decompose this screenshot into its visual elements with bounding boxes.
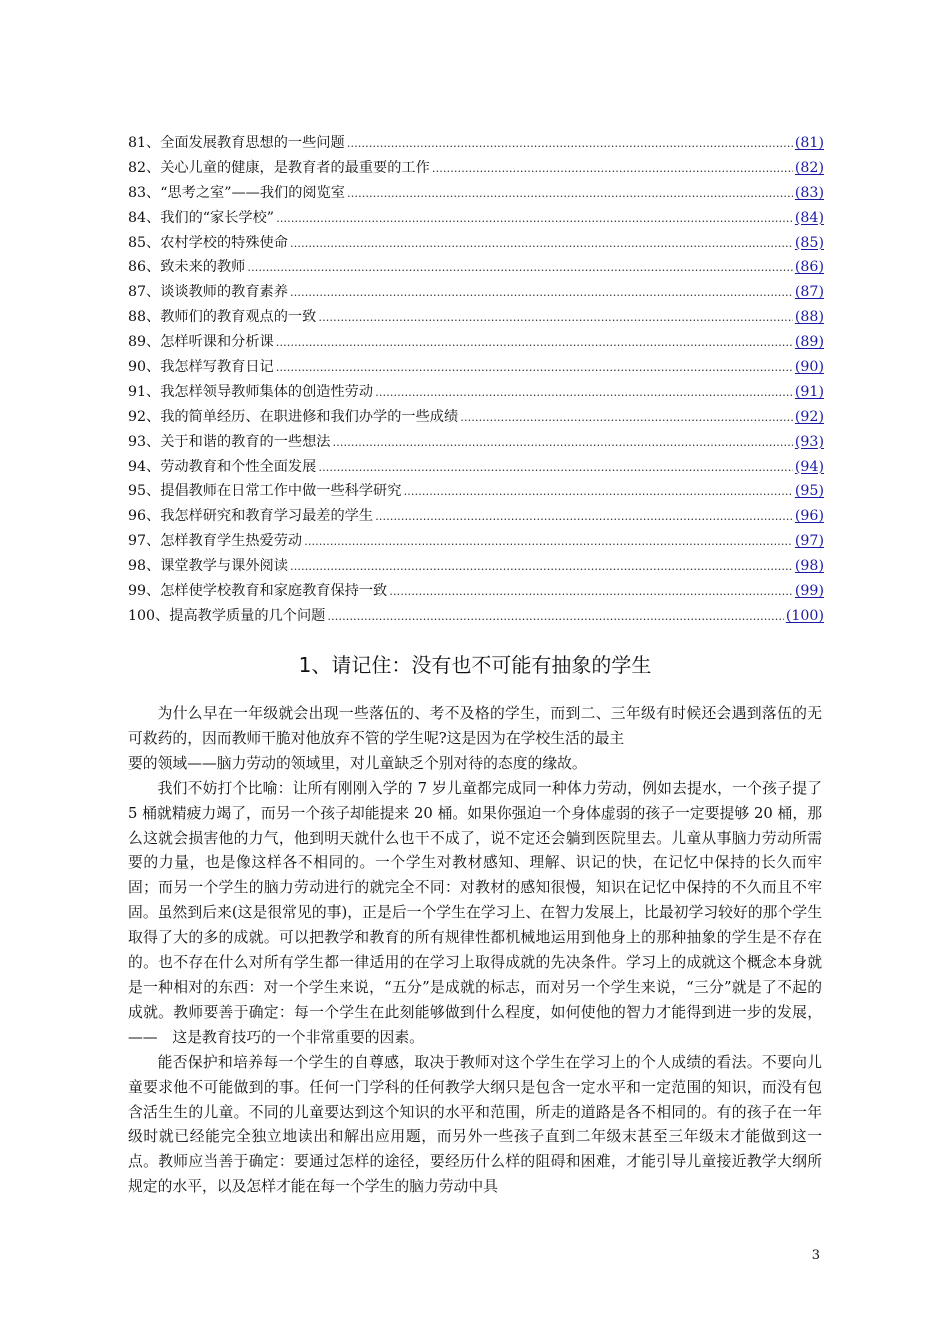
toc-entry-title: 96、我怎样研究和教育学习最差的学生 [128,508,374,525]
toc-entry-title: 81、全面发展教育思想的一些问题 [128,135,345,151]
toc-entry[interactable] [128,479,824,504]
toc-entry-title: 93、关于和谐的教育的一些想法 [128,433,331,450]
toc-page-link[interactable]: (83) [794,184,824,201]
toc-entry[interactable] [128,131,824,156]
toc-page-link[interactable]: (97) [794,533,824,550]
toc-leader-dots [247,255,793,281]
toc-page-link[interactable]: (92) [794,408,824,425]
toc-page-link[interactable]: (85) [794,234,824,251]
toc-entry-title: 89、怎样听课和分析课 [128,334,274,351]
toc-page-link[interactable]: (91) [794,383,824,400]
toc-leader-dots [318,455,793,481]
toc-leader-dots [290,231,793,257]
toc-leader-dots [327,604,784,630]
toc-entry-title: 97、怎样教育学生热爱劳动 [128,533,303,550]
toc-entry[interactable] [128,380,824,405]
toc-page-link[interactable]: (93) [794,433,824,450]
toc-page-link[interactable]: (94) [794,458,824,475]
toc-leader-dots [389,579,793,605]
toc-entry-title: 94、劳动教育和个性全面发展 [128,458,317,475]
toc-leader-dots [347,131,793,157]
toc-page-link[interactable]: (88) [794,309,824,326]
toc-entry-title: 85、农村学校的特殊使命 [128,234,288,251]
toc-entry[interactable] [128,430,824,455]
toc-leader-dots [460,405,793,431]
toc-entry[interactable] [128,554,824,579]
toc-entry[interactable] [128,405,824,430]
toc-page-link[interactable]: (90) [794,359,824,376]
toc-entry-title: 84、我们的“家长学校” [128,209,275,226]
toc-leader-dots [375,504,793,530]
toc-leader-dots [318,305,793,331]
toc-entry-title: 98、课堂教学与课外阅读 [128,558,288,575]
toc-page-link[interactable]: (82) [794,159,824,176]
paragraph-2: 我们不妨打个比喻：让所有刚刚入学的 7 岁儿童都完成同一种体力劳动，例如去提水，一个孩子提了 5 桶就精疲力竭了，而另一个孩子却能提来 20 桶。如果你强迫一个身体虚弱的孩子一定要提够 20 桶，那么这就会损害他的力气，他到明天就什么也干不成了，说不定还会躺到医院里去。儿童从事脑力劳动所需要的力量，也是像这样各不相同的。一个学生对教材感知、理解、识记的快，在记忆中保持的长久而牢固；而另一个学生的脑力劳动进行的就完全不同：对教材的感知很慢，知识在记忆中保持的不久而且不牢固。虽然到后来(这是很常见的事)，正是后一个学生在学习上、在智力发展上，比最初学习较好的那个学生取得了大的多的成就。可以把教学和教育的所有规律性都机械地运用到他身上的那种抽象的学生是不存在的。也不存在什么对所有学生都一律适用的在学习上取得成就的先决条件。学习上的成就这个概念本身就是一种相对的东西：对一个学生来说，“五分”是成就的标志，而对另一个学生来说，“三分”就是了不起的成就。教师要善于确定：每一个学生在此刻能够做到什么程度，如何使他的智力才能得到进一步的发展，—— 这是教育技巧的一个非常重要的因素。 [128,779,822,1046]
section-body [128,702,822,1200]
paragraph-3: 能否保护和培养每一个学生的自尊感，取决于教师对这个学生在学习上的个人成绩的看法。不要向儿童要求他不可能做到的事。任何一门学科的任何教学大纲只是包含一定水平和一定范围的知识，而没有包含活生生的儿童。不同的儿童要达到这个知识的水平和范围，所走的道路是各不相同的。有的孩子在一年级时就已经能完全独立地读出和解出应用题，而另外一些孩子直到二年级末甚至三年级末才能做到这一点。教师应当善于确定：要通过怎样的途径，要经历什么样的阻碍和困难，才能引导儿童接近教学大纲所规定的水平，以及怎样才能在每一个学生的脑力劳动中具 [128,1053,822,1196]
table-of-contents [128,131,824,629]
toc-entry[interactable] [128,280,824,305]
toc-entry[interactable] [128,504,824,529]
section-title: 1、请记住：没有也不可能有抽象的学生 [298,653,652,677]
paragraph-1-continued: 要的领域——脑力劳动的领域里，对儿童缺乏个别对待的态度的缘故。 [128,754,587,772]
toc-entry[interactable] [128,156,824,181]
toc-leader-dots [290,554,793,580]
toc-leader-dots [403,479,792,505]
toc-entry[interactable] [128,529,824,554]
toc-entry[interactable] [128,355,824,380]
toc-entry-title: 100、提高教学质量的几个问题 [128,607,326,624]
toc-page-link[interactable]: (87) [794,284,824,301]
toc-leader-dots [276,355,793,381]
toc-page-link[interactable]: (100) [785,607,824,624]
toc-entry-title: 88、教师们的教育观点的一致 [128,309,317,326]
toc-leader-dots [375,380,793,406]
toc-entry[interactable] [128,305,824,330]
toc-entry-title: 90、我怎样写教育日记 [128,359,274,376]
toc-page-link[interactable]: (84) [794,209,824,226]
toc-page-link[interactable]: (98) [794,558,824,575]
toc-entry-title: 86、致未来的教师 [128,259,246,276]
paragraph-1: 为什么早在一年级就会出现一些落伍的、考不及格的学生，而到二、三年级有时候还会遇到落伍的无可救药的，因而教师干脆对他放弃不管的学生呢?这是因为在学校生活的最主 [128,705,822,747]
toc-page-link[interactable]: (81) [794,135,824,151]
toc-page-link[interactable]: (99) [794,583,824,600]
toc-leader-dots [347,181,793,207]
toc-entry[interactable] [128,255,824,280]
toc-leader-dots [432,156,793,182]
toc-entry[interactable] [128,206,824,231]
toc-leader-dots [276,206,793,232]
toc-entry[interactable] [128,231,824,256]
toc-entry[interactable] [128,330,824,355]
toc-entry-title: 99、怎样使学校教育和家庭教育保持一致 [128,583,388,600]
toc-entry[interactable] [128,455,824,480]
page-number: 3 [811,1248,820,1263]
toc-leader-dots [304,529,793,555]
toc-leader-dots [333,430,793,456]
toc-leader-dots [290,280,793,306]
toc-entry-title: 92、我的简单经历、在职进修和我们办学的一些成绩 [128,408,459,425]
toc-page-link[interactable]: (95) [794,483,824,500]
toc-page-link[interactable]: (89) [794,334,824,351]
toc-entry[interactable] [128,604,824,629]
toc-entry-title: 87、谈谈教师的教育素养 [128,284,288,301]
toc-entry-title: 91、我怎样领导教师集体的创造性劳动 [128,383,374,400]
toc-page-link[interactable]: (86) [794,259,824,276]
toc-entry[interactable] [128,579,824,604]
toc-entry-title: 82、关心儿童的健康，是教育者的最重要的工作 [128,159,430,176]
toc-entry-title: 83、“思考之室”——我们的阅览室 [128,184,345,201]
toc-leader-dots [276,330,793,356]
toc-entry[interactable] [128,181,824,206]
toc-entry-title: 95、提倡教师在日常工作中做一些科学研究 [128,483,402,500]
toc-page-link[interactable]: (96) [794,508,824,525]
